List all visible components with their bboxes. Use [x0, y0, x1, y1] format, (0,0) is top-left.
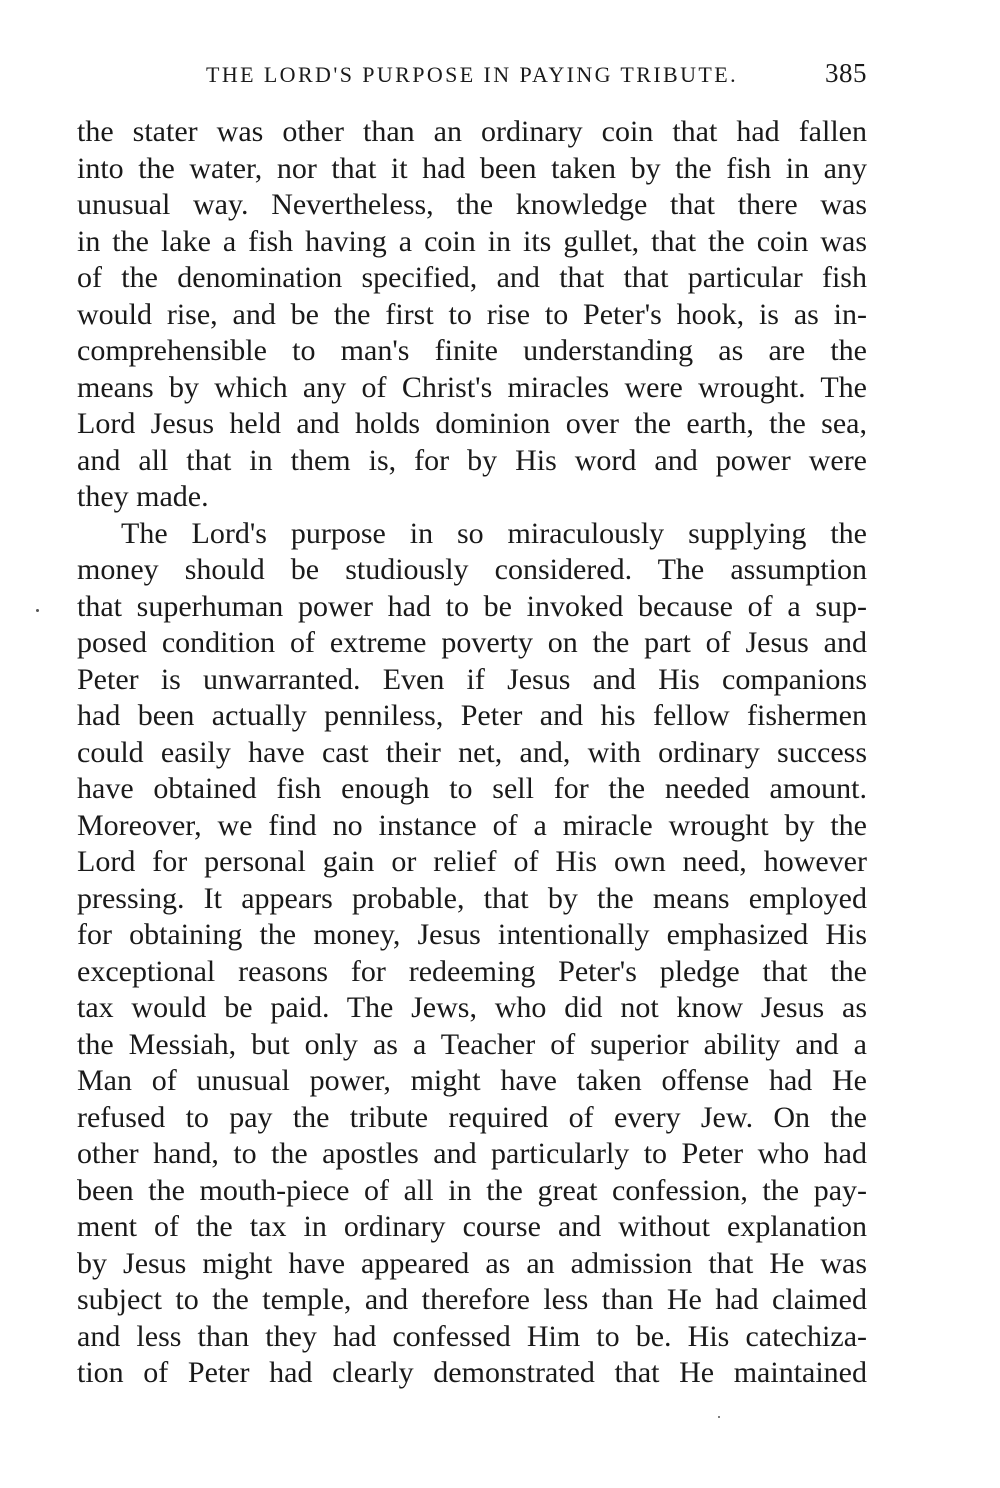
text-line: Lord Jesus held and holds dominion over the earth, the sea,: [77, 407, 867, 440]
text-line: unusual way. Nevertheless, the knowledge that there was: [77, 188, 867, 221]
running-title: THE LORD'S PURPOSE IN PAYING TRIBUTE.: [205, 62, 738, 87]
text-line: tion of Peter had clearly demonstrated that He maintained: [77, 1356, 867, 1389]
text-line: Man of unusual power, might have taken offense had He: [77, 1064, 867, 1097]
text-line: been the mouth-piece of all in the great confession, the pay-: [77, 1173, 867, 1207]
text-line: of the denomination specified, and that that particular fish: [77, 261, 867, 294]
text-line: would rise, and be the first to rise to Peter's hook, is as in-: [77, 297, 867, 331]
text-line: into the water, nor that it had been taken by the fish in any: [77, 151, 867, 185]
text-line: by Jesus might have appeared as an admission that He was: [77, 1246, 867, 1280]
paragraph-1: [77, 114, 867, 516]
page-number: 385: [825, 58, 867, 88]
text-line: in the lake a fish having a coin in its gullet, that the coin was: [77, 224, 867, 258]
text-line: means by which any of Christ's miracles were wrought. The: [77, 370, 867, 404]
scan-speck: [36, 609, 39, 612]
paragraph-2: [77, 516, 867, 1392]
scan-speck: [718, 1416, 720, 1418]
text-line: Moreover, we find no instance of a miracle wrought by the: [77, 808, 867, 842]
text-line: the Messiah, but only as a Teacher of superior ability and a: [77, 1027, 867, 1061]
text-line: posed condition of extreme poverty on the part of Jesus and: [77, 626, 867, 659]
running-header: [77, 60, 867, 96]
text-line: other hand, to the apostles and particularly to Peter who had: [77, 1137, 867, 1170]
text-line: and all that in them is, for by His word and power were: [77, 443, 867, 477]
text-line: money should be studiously considered. The assumption: [77, 553, 867, 586]
text-line: and less than they had confessed Him to be. His catechiza-: [77, 1319, 867, 1353]
text-line: have obtained fish enough to sell for the needed amount.: [77, 772, 867, 805]
text-line: that superhuman power had to be invoked because of a sup-: [77, 589, 867, 623]
text-line: for obtaining the money, Jesus intentionally emphasized His: [77, 918, 867, 951]
text-line: they made.: [77, 480, 209, 513]
text-line: exceptional reasons for redeeming Peter's pledge that the: [77, 954, 867, 988]
text-line: Lord for personal gain or relief of His own need, however: [77, 845, 867, 878]
text-line: ment of the tax in ordinary course and without explanation: [77, 1210, 867, 1243]
text-line: comprehensible to man's finite understanding as are the: [77, 334, 867, 367]
text-line: had been actually penniless, Peter and his fellow fishermen: [77, 699, 867, 732]
text-line: could easily have cast their net, and, with ordinary success: [77, 735, 867, 769]
text-line: subject to the temple, and therefore less than He had claimed: [77, 1283, 867, 1316]
text-line: tax would be paid. The Jews, who did not know Jesus as: [77, 991, 867, 1024]
text-line: refused to pay the tribute required of every Jew. On the: [77, 1100, 867, 1134]
text-line: the stater was other than an ordinary coin that had fallen: [77, 115, 867, 148]
text-line: pressing. It appears probable, that by the means employed: [77, 881, 867, 915]
text-line: Peter is unwarranted. Even if Jesus and His companions: [77, 662, 867, 696]
text-line: The Lord's purpose in so miraculously supplying the: [121, 516, 867, 550]
body-text: [77, 114, 867, 1392]
